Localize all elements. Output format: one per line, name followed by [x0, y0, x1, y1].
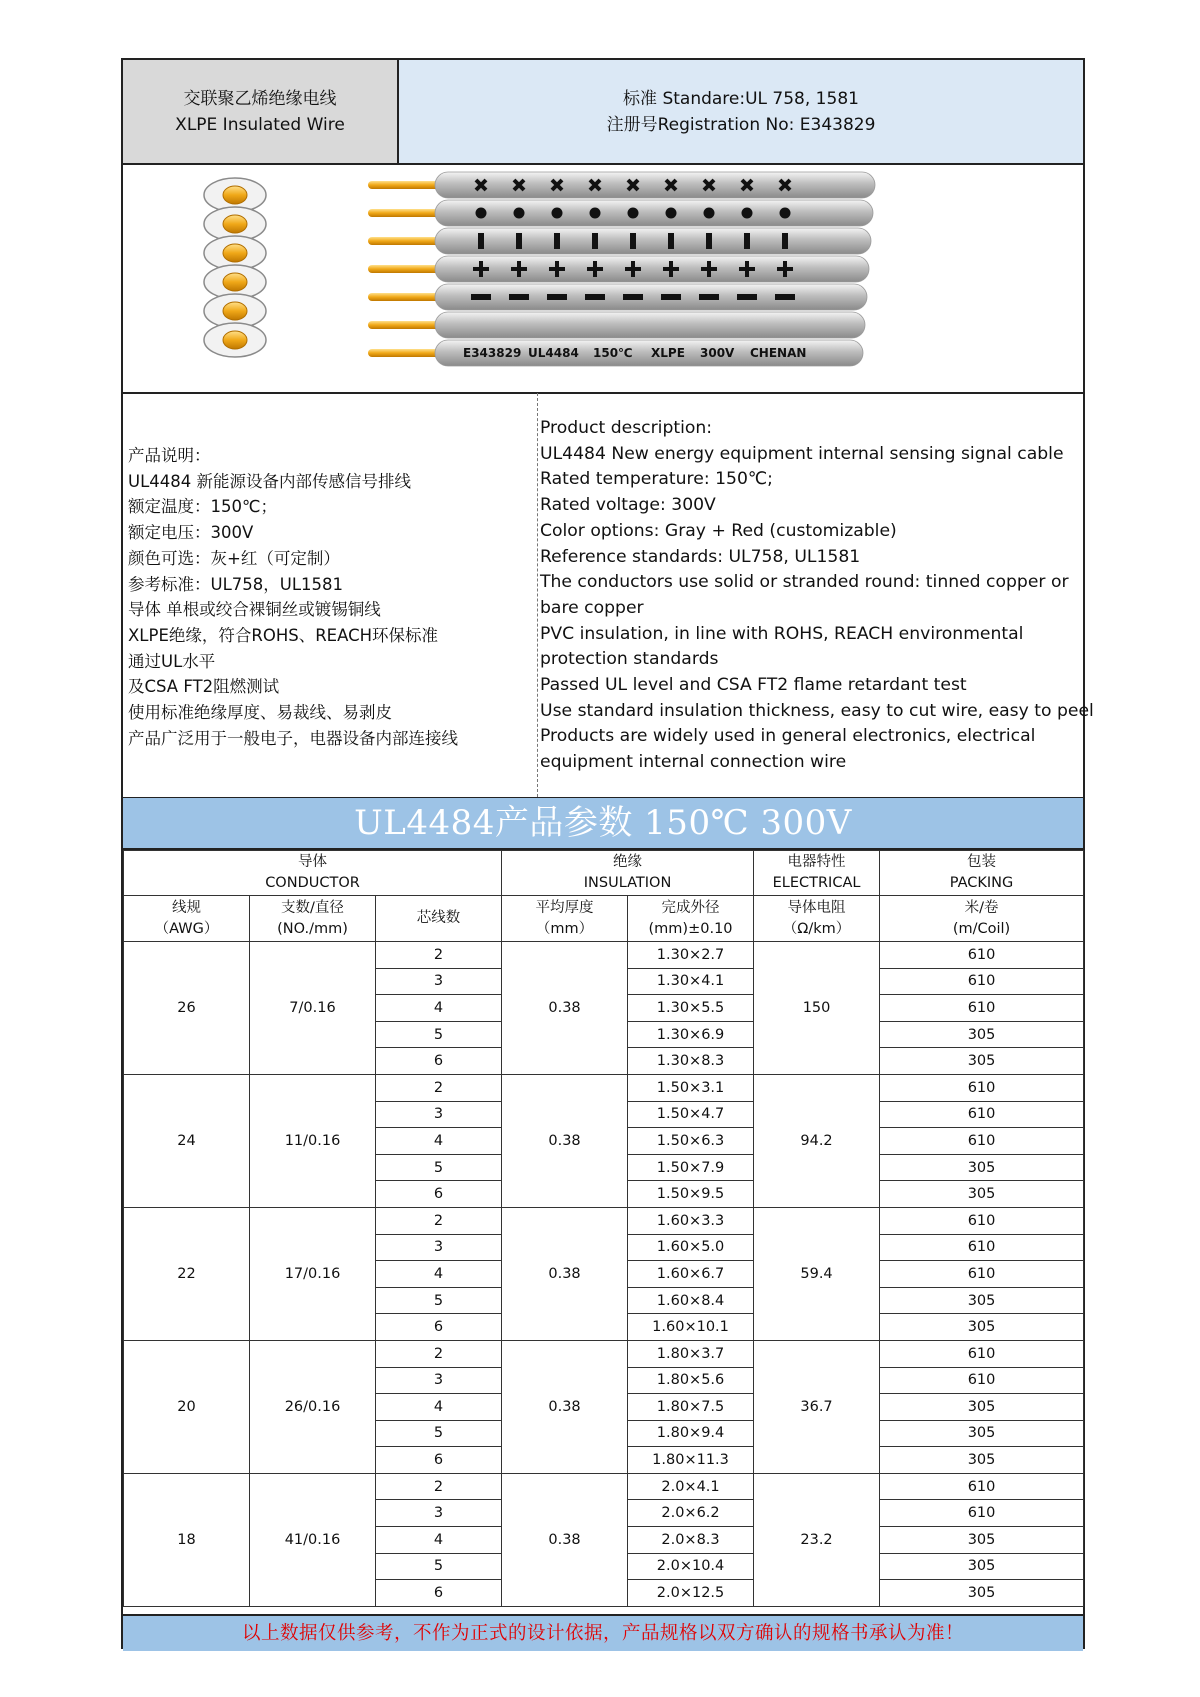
- cell-packing: 305: [880, 1527, 1084, 1554]
- description-line: PVC insulation, in line with ROHS, REACH environmental: [540, 623, 1024, 644]
- cell-packing: 610: [880, 1500, 1084, 1527]
- cell-cores: 4: [376, 1128, 502, 1155]
- cell-packing: 305: [880, 1048, 1084, 1075]
- table-row: [124, 1473, 1084, 1500]
- description-line: Product description:: [540, 418, 713, 438]
- description-line: XLPE绝缘，符合ROHS、REACH环保标准: [128, 625, 439, 645]
- col-od: 完成外径 (mm)±0.10: [628, 896, 754, 942]
- description-line: Rated temperature: 150℃;: [540, 469, 773, 490]
- cell-od: 1.50×7.9: [628, 1154, 754, 1181]
- bar-mark-icon: [630, 233, 636, 249]
- header: [123, 60, 1083, 165]
- flat-cable-drawing: [123, 163, 1083, 392]
- description-line: protection standards: [540, 649, 719, 670]
- col-resistance: 导体电阻 （Ω/km）: [754, 896, 880, 942]
- minus-mark-icon: [471, 294, 491, 300]
- cell-od: 1.50×9.5: [628, 1181, 754, 1208]
- cable-strands: [368, 172, 875, 366]
- cell-od: 1.30×4.1: [628, 968, 754, 995]
- dot-mark-icon: [780, 208, 791, 219]
- description-line: Color options: Gray + Red (customizable): [540, 520, 897, 541]
- wire-jacket: [435, 284, 867, 310]
- cell-od: 1.80×11.3: [628, 1447, 754, 1474]
- cell-od: 2.0×12.5: [628, 1580, 754, 1607]
- spec-sheet: [121, 58, 1094, 1649]
- cell-packing: 610: [880, 1473, 1084, 1500]
- cell-awg: 20: [124, 1340, 250, 1473]
- print-brand: CHENAN: [750, 346, 807, 360]
- conductor-core: [223, 186, 247, 204]
- cell-thickness: 0.38: [502, 1207, 628, 1340]
- cell-od: 2.0×4.1: [628, 1473, 754, 1500]
- cell-packing: 610: [880, 995, 1084, 1022]
- footer-note: 以上数据仅供参考，不作为正式的设计依据，产品规格以双方确认的规格书承认为准！: [123, 1614, 1083, 1651]
- conductor-core: [223, 244, 247, 262]
- cell-packing: 305: [880, 1394, 1084, 1421]
- cell-od: 1.80×9.4: [628, 1420, 754, 1447]
- cell-packing: 305: [880, 1154, 1084, 1181]
- cell-strand: 41/0.16: [250, 1473, 376, 1606]
- cell-cores: 3: [376, 1234, 502, 1261]
- cell-strand: 17/0.16: [250, 1207, 376, 1340]
- dot-mark-icon: [476, 208, 487, 219]
- cell-od: 1.60×3.3: [628, 1207, 754, 1234]
- cell-cores: 5: [376, 1021, 502, 1048]
- description-cn: [128, 443, 523, 751]
- cell-resistance: 150: [754, 942, 880, 1075]
- cell-cores: 3: [376, 1500, 502, 1527]
- description-en: [537, 393, 1094, 797]
- cell-od: 1.30×2.7: [628, 942, 754, 969]
- description-line: bare copper: [540, 597, 644, 618]
- cross-section-icon: [204, 178, 266, 357]
- cell-resistance: 59.4: [754, 1207, 880, 1340]
- wire-jacket: [435, 312, 865, 338]
- cell-od: 1.30×6.9: [628, 1021, 754, 1048]
- description-line: The conductors use solid or stranded round: tinned copper or: [540, 572, 1069, 593]
- cell-packing: 610: [880, 968, 1084, 995]
- table-title: UL4484产品参数 150℃ 300V: [123, 798, 1083, 850]
- dot-mark-icon: [742, 208, 753, 219]
- minus-mark-icon: [509, 294, 529, 300]
- header-row-group: [124, 851, 1084, 896]
- description-line: Rated voltage: 300V: [540, 495, 716, 516]
- cell-packing: 305: [880, 1553, 1084, 1580]
- cable-illustration: [123, 163, 1083, 394]
- cell-thickness: 0.38: [502, 1473, 628, 1606]
- title-en: XLPE Insulated Wire: [175, 114, 345, 135]
- minus-mark-icon: [585, 294, 605, 300]
- col-cores: 芯线数: [376, 896, 502, 942]
- bar-mark-icon: [516, 233, 522, 249]
- cell-cores: 5: [376, 1287, 502, 1314]
- minus-mark-icon: [547, 294, 567, 300]
- description-line: Passed UL level and CSA FT2 flame retardant test: [540, 675, 967, 696]
- cell-packing: 610: [880, 1128, 1084, 1155]
- cell-cores: 6: [376, 1314, 502, 1341]
- dot-mark-icon: [666, 208, 677, 219]
- description: [123, 393, 1094, 799]
- registration-text: 注册号Registration No: E343829: [606, 114, 876, 135]
- description-line: 颜色可选：灰+红（可定制）: [128, 548, 340, 568]
- table-row: [124, 1207, 1084, 1234]
- cell-od: 2.0×10.4: [628, 1553, 754, 1580]
- description-line: Reference standards: UL758, UL1581: [540, 546, 861, 567]
- description-line: 额定电压：300V: [128, 523, 254, 543]
- description-line: 参考标准：UL758，UL1581: [128, 574, 344, 594]
- table-row: [124, 1074, 1084, 1101]
- cell-packing: 305: [880, 1314, 1084, 1341]
- bar-mark-icon: [744, 233, 750, 249]
- cell-packing: 305: [880, 1580, 1084, 1607]
- cell-resistance: 23.2: [754, 1473, 880, 1606]
- description-line: Products are widely used in general electronics, electrical: [540, 726, 1036, 747]
- cell-od: 1.80×3.7: [628, 1340, 754, 1367]
- minus-mark-icon: [737, 294, 757, 300]
- cell-packing: 610: [880, 1234, 1084, 1261]
- bar-mark-icon: [554, 233, 560, 249]
- cell-strand: 7/0.16: [250, 942, 376, 1075]
- cell-resistance: 36.7: [754, 1340, 880, 1473]
- cell-awg: 24: [124, 1074, 250, 1207]
- cell-od: 1.60×8.4: [628, 1287, 754, 1314]
- minus-mark-icon: [699, 294, 719, 300]
- wire-jacket: [435, 256, 869, 282]
- description-line: 额定温度：150℃；: [128, 497, 278, 517]
- cell-packing: 610: [880, 1101, 1084, 1128]
- cell-cores: 5: [376, 1420, 502, 1447]
- description-line: 导体 单根或绞合裸铜丝或镀锡铜线: [128, 600, 381, 620]
- cell-awg: 26: [124, 942, 250, 1075]
- cell-thickness: 0.38: [502, 1074, 628, 1207]
- table-row: [124, 942, 1084, 969]
- print-volt: 300V: [700, 346, 735, 360]
- col-awg: 线规 （AWG）: [124, 896, 250, 942]
- standards-info: [399, 60, 1083, 163]
- cell-packing: 305: [880, 1181, 1084, 1208]
- product-title: [123, 60, 399, 163]
- bar-mark-icon: [478, 233, 484, 249]
- cell-packing: 305: [880, 1287, 1084, 1314]
- cell-strand: 26/0.16: [250, 1340, 376, 1473]
- cell-cores: 4: [376, 995, 502, 1022]
- cell-od: 1.60×6.7: [628, 1261, 754, 1288]
- dot-mark-icon: [628, 208, 639, 219]
- cell-awg: 22: [124, 1207, 250, 1340]
- col-packing: 米/卷 (m/Coil): [880, 896, 1084, 942]
- cell-cores: 2: [376, 1340, 502, 1367]
- cell-thickness: 0.38: [502, 1340, 628, 1473]
- cell-packing: 305: [880, 1420, 1084, 1447]
- cell-resistance: 94.2: [754, 1074, 880, 1207]
- print-xlpe: XLPE: [651, 346, 685, 360]
- cell-cores: 2: [376, 1207, 502, 1234]
- dot-mark-icon: [704, 208, 715, 219]
- conductor-core: [223, 302, 247, 320]
- cell-od: 1.60×5.0: [628, 1234, 754, 1261]
- description-line: 产品说明：: [128, 446, 211, 465]
- cell-cores: 6: [376, 1048, 502, 1075]
- cell-cores: 3: [376, 1367, 502, 1394]
- col-group-conductor: 导体 CONDUCTOR: [124, 851, 502, 896]
- cell-cores: 4: [376, 1527, 502, 1554]
- cell-od: 1.30×8.3: [628, 1048, 754, 1075]
- cell-cores: 6: [376, 1447, 502, 1474]
- standard-text: 标准 Standare:UL 758, 1581: [623, 88, 859, 109]
- description-line: 及CSA FT2阻燃测试: [128, 677, 280, 697]
- cell-od: 1.50×6.3: [628, 1128, 754, 1155]
- dot-mark-icon: [514, 208, 525, 219]
- minus-mark-icon: [661, 294, 681, 300]
- col-group-insulation: 绝缘 INSULATION: [502, 851, 754, 896]
- table-row: [124, 1340, 1084, 1367]
- description-line: 使用标准绝缘厚度、易裁线、易剥皮: [128, 703, 392, 723]
- cell-od: 1.50×3.1: [628, 1074, 754, 1101]
- conductor-core: [223, 273, 247, 291]
- description-line: UL4484 New energy equipment internal sensing signal cable: [540, 443, 1064, 464]
- minus-mark-icon: [775, 294, 795, 300]
- print-temp: 150℃: [593, 346, 633, 360]
- bar-mark-icon: [668, 233, 674, 249]
- bar-mark-icon: [782, 233, 788, 249]
- cell-od: 1.80×7.5: [628, 1394, 754, 1421]
- print-ul: UL4484: [528, 346, 579, 360]
- cell-od: 2.0×8.3: [628, 1527, 754, 1554]
- cell-packing: 610: [880, 1207, 1084, 1234]
- description-line: equipment internal connection wire: [540, 752, 847, 773]
- cell-cores: 2: [376, 942, 502, 969]
- cell-od: 1.80×5.6: [628, 1367, 754, 1394]
- cell-cores: 2: [376, 1074, 502, 1101]
- cell-cores: 3: [376, 1101, 502, 1128]
- cell-packing: 305: [880, 1447, 1084, 1474]
- conductor-core: [223, 215, 247, 233]
- header-row-columns: [124, 896, 1084, 942]
- cell-cores: 5: [376, 1154, 502, 1181]
- description-line: 通过UL水平: [128, 651, 216, 671]
- description-line: Use standard insulation thickness, easy to cut wire, easy to peel: [540, 700, 1094, 721]
- cell-awg: 18: [124, 1473, 250, 1606]
- cell-cores: 4: [376, 1394, 502, 1421]
- wire-jacket: [435, 172, 875, 198]
- cell-od: 1.30×5.5: [628, 995, 754, 1022]
- dot-mark-icon: [552, 208, 563, 219]
- cell-packing: 610: [880, 1340, 1084, 1367]
- conductor-core: [223, 331, 247, 349]
- cell-od: 1.50×4.7: [628, 1101, 754, 1128]
- spec-table-body: [124, 942, 1084, 1607]
- cell-packing: 610: [880, 1367, 1084, 1394]
- cell-cores: 2: [376, 1473, 502, 1500]
- cell-thickness: 0.38: [502, 942, 628, 1075]
- cell-cores: 6: [376, 1580, 502, 1607]
- col-group-packing: 包装 PACKING: [880, 851, 1084, 896]
- minus-mark-icon: [623, 294, 643, 300]
- cell-cores: 4: [376, 1261, 502, 1288]
- cell-cores: 3: [376, 968, 502, 995]
- cell-strand: 11/0.16: [250, 1074, 376, 1207]
- dot-mark-icon: [590, 208, 601, 219]
- wire-jacket: [435, 228, 871, 254]
- cell-packing: 610: [880, 1261, 1084, 1288]
- wire-jacket: [435, 200, 873, 226]
- spec-table: [123, 850, 1084, 1607]
- title-cn: 交联聚乙烯绝缘电线: [183, 88, 337, 109]
- cell-packing: 610: [880, 1074, 1084, 1101]
- description-line: 产品广泛用于一般电子，电器设备内部连接线: [128, 728, 458, 748]
- col-thickness: 平均厚度 （mm）: [502, 896, 628, 942]
- bar-mark-icon: [706, 233, 712, 249]
- cell-cores: 6: [376, 1181, 502, 1208]
- print-reg: E343829: [463, 346, 522, 360]
- cell-od: 2.0×6.2: [628, 1500, 754, 1527]
- cell-od: 1.60×10.1: [628, 1314, 754, 1341]
- cell-packing: 305: [880, 1021, 1084, 1048]
- col-strand: 支数/直径 (NO./mm): [250, 896, 376, 942]
- cell-packing: 610: [880, 942, 1084, 969]
- cell-cores: 5: [376, 1553, 502, 1580]
- description-line: UL4484 新能源设备内部传感信号排线: [128, 471, 412, 491]
- bar-mark-icon: [592, 233, 598, 249]
- col-group-electrical: 电器特性 ELECTRICAL: [754, 851, 880, 896]
